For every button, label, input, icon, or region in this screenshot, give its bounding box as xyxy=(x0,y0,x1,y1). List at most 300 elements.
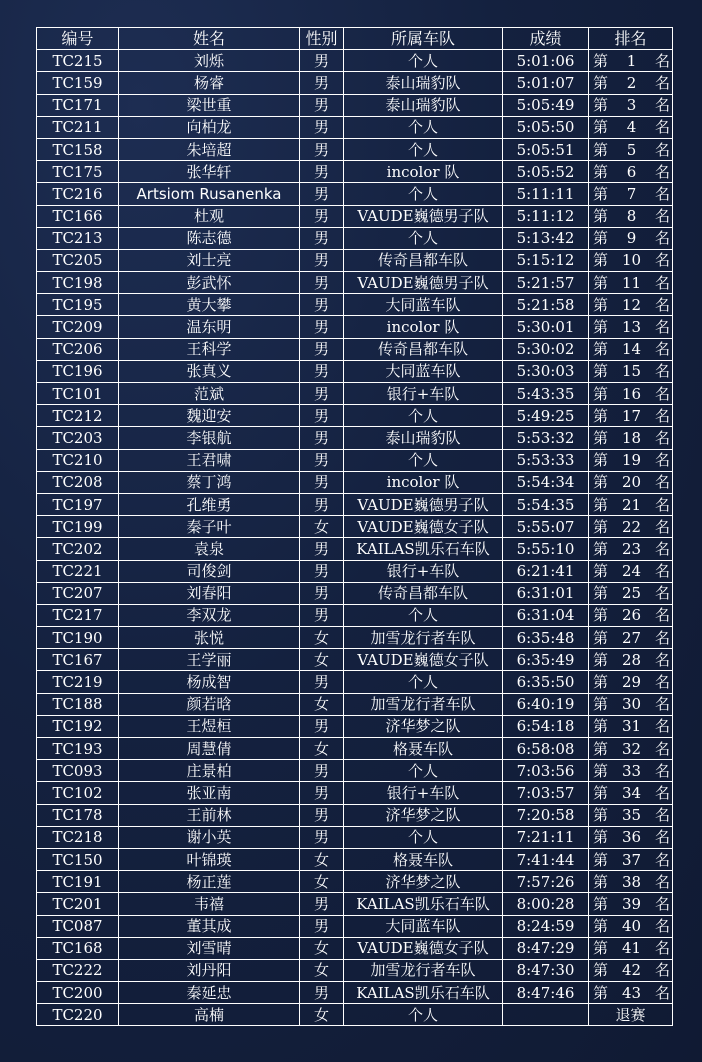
rank-suffix: 名 xyxy=(654,517,670,536)
table-row xyxy=(37,138,673,160)
row-gender-cell: 女 xyxy=(300,848,344,870)
rank-number: 7 xyxy=(626,184,637,203)
row-name-cell: 朱培超 xyxy=(119,138,300,160)
row-id-cell: TC219 xyxy=(37,671,119,693)
row-team-cell: 个人 xyxy=(344,1004,503,1026)
rank-number: 22 xyxy=(621,517,642,536)
table-row xyxy=(37,449,673,471)
row-id-cell: TC101 xyxy=(37,383,119,405)
table-row xyxy=(37,360,673,382)
row-rank-cell xyxy=(589,272,673,294)
row-time-cell: 6:58:08 xyxy=(503,738,589,760)
row-time-cell: 5:05:50 xyxy=(503,116,589,138)
table-row xyxy=(37,959,673,981)
row-rank-cell xyxy=(589,72,673,94)
row-id-cell: TC212 xyxy=(37,405,119,427)
row-rank-cell xyxy=(589,715,673,737)
row-team-cell: 大同蓝车队 xyxy=(344,915,503,937)
row-time-cell: 6:35:49 xyxy=(503,649,589,671)
row-rank-cell xyxy=(589,871,673,893)
rank-prefix: 第 xyxy=(593,806,609,825)
rank-number: 9 xyxy=(626,229,637,248)
row-id-cell: TC206 xyxy=(37,338,119,360)
header-gender: 性别 xyxy=(300,28,344,50)
rank-number: 26 xyxy=(621,606,642,625)
row-team-cell: incolor 队 xyxy=(344,471,503,493)
rank-prefix: 第 xyxy=(593,894,609,913)
rank-prefix: 第 xyxy=(593,539,609,558)
rank-prefix: 第 xyxy=(593,495,609,514)
rank-prefix: 第 xyxy=(593,140,609,159)
row-time-cell: 8:47:46 xyxy=(503,982,589,1004)
row-name-cell: 李双龙 xyxy=(119,604,300,626)
rank-number: 39 xyxy=(621,894,642,913)
rank-number: 13 xyxy=(621,318,642,337)
row-team-cell: 加雪龙行者车队 xyxy=(344,693,503,715)
row-id-cell: TC201 xyxy=(37,893,119,915)
row-rank-cell xyxy=(589,316,673,338)
table-row xyxy=(37,693,673,715)
row-gender-cell: 男 xyxy=(300,50,344,72)
row-name-cell: 范斌 xyxy=(119,383,300,405)
row-id-cell: TC208 xyxy=(37,471,119,493)
rank-number: 16 xyxy=(621,384,642,403)
row-time-cell: 5:30:02 xyxy=(503,338,589,360)
row-time-cell: 6:31:04 xyxy=(503,604,589,626)
row-time-cell: 6:54:18 xyxy=(503,715,589,737)
row-rank-cell xyxy=(589,227,673,249)
table-row xyxy=(37,161,673,183)
rank-number: 32 xyxy=(621,739,642,758)
row-rank-cell xyxy=(589,161,673,183)
row-rank-cell xyxy=(589,405,673,427)
rank-suffix: 名 xyxy=(654,162,670,181)
row-name-cell: 李银航 xyxy=(119,427,300,449)
rank-suffix: 名 xyxy=(654,783,670,802)
row-team-cell: 个人 xyxy=(344,116,503,138)
row-rank-cell xyxy=(589,627,673,649)
table-row xyxy=(37,94,673,116)
row-id-cell: TC211 xyxy=(37,116,119,138)
rank-suffix: 名 xyxy=(654,295,670,314)
rank-suffix: 名 xyxy=(654,584,670,603)
row-gender-cell: 男 xyxy=(300,94,344,116)
row-name-cell: 周慧倩 xyxy=(119,738,300,760)
row-time-cell: 7:41:44 xyxy=(503,848,589,870)
rank-suffix: 名 xyxy=(654,539,670,558)
rank-suffix: 名 xyxy=(654,917,670,936)
rank-prefix: 第 xyxy=(593,983,609,1002)
row-gender-cell: 男 xyxy=(300,893,344,915)
row-rank-cell xyxy=(589,94,673,116)
row-id-cell: TC190 xyxy=(37,627,119,649)
row-team-cell: 个人 xyxy=(344,183,503,205)
row-rank-cell xyxy=(589,427,673,449)
row-rank-cell xyxy=(589,760,673,782)
table-row xyxy=(37,205,673,227)
table-row xyxy=(37,715,673,737)
row-team-cell: VAUDE巍德女子队 xyxy=(344,937,503,959)
table-header-row xyxy=(37,28,673,50)
rank-prefix: 第 xyxy=(593,584,609,603)
rank-prefix: 第 xyxy=(593,739,609,758)
row-gender-cell: 男 xyxy=(300,72,344,94)
row-team-cell: 济华梦之队 xyxy=(344,804,503,826)
row-rank-cell xyxy=(589,582,673,604)
table-row xyxy=(37,227,673,249)
row-name-cell: 张华轩 xyxy=(119,161,300,183)
rank-suffix: 名 xyxy=(654,251,670,270)
rank-prefix: 第 xyxy=(593,207,609,226)
row-gender-cell: 男 xyxy=(300,760,344,782)
rank-number: 14 xyxy=(621,340,642,359)
rank-number: 1 xyxy=(626,51,637,70)
row-time-cell: 8:47:29 xyxy=(503,937,589,959)
row-team-cell: 个人 xyxy=(344,826,503,848)
row-name-cell: 魏迎安 xyxy=(119,405,300,427)
rank-number: 30 xyxy=(621,695,642,714)
row-time-cell: 5:05:49 xyxy=(503,94,589,116)
row-name-cell: 秦子叶 xyxy=(119,516,300,538)
row-time-cell: 6:31:01 xyxy=(503,582,589,604)
table-row xyxy=(37,493,673,515)
row-time-cell: 5:55:07 xyxy=(503,516,589,538)
row-name-cell: 黄大攀 xyxy=(119,294,300,316)
rank-number: 17 xyxy=(621,406,642,425)
row-team-cell: 济华梦之队 xyxy=(344,871,503,893)
table-row xyxy=(37,471,673,493)
rank-number: 43 xyxy=(621,983,642,1002)
row-id-cell: TC222 xyxy=(37,959,119,981)
row-name-cell: 蔡丁鸿 xyxy=(119,471,300,493)
row-gender-cell: 男 xyxy=(300,427,344,449)
rank-number: 35 xyxy=(621,806,642,825)
rank-prefix: 第 xyxy=(593,384,609,403)
row-name-cell: 韦禧 xyxy=(119,893,300,915)
row-id-cell: TC215 xyxy=(37,50,119,72)
rank-number: 10 xyxy=(621,251,642,270)
row-name-cell: 杨睿 xyxy=(119,72,300,94)
row-id-cell: TC197 xyxy=(37,493,119,515)
row-gender-cell: 男 xyxy=(300,915,344,937)
rank-suffix: 名 xyxy=(654,229,670,248)
row-id-cell: TC196 xyxy=(37,360,119,382)
rank-suffix: 名 xyxy=(654,872,670,891)
row-rank-cell xyxy=(589,205,673,227)
row-team-cell: KAILAS凯乐石车队 xyxy=(344,982,503,1004)
table-row xyxy=(37,627,673,649)
rank-prefix: 第 xyxy=(593,251,609,270)
rank-suffix: 名 xyxy=(654,673,670,692)
row-gender-cell: 男 xyxy=(300,138,344,160)
row-id-cell: TC213 xyxy=(37,227,119,249)
rank-suffix: 名 xyxy=(654,96,670,115)
rank-prefix: 第 xyxy=(593,318,609,337)
table-row xyxy=(37,183,673,205)
row-name-cell: 刘雪晴 xyxy=(119,937,300,959)
row-time-cell: 8:24:59 xyxy=(503,915,589,937)
rank-suffix: 名 xyxy=(654,850,670,869)
rank-prefix: 第 xyxy=(593,162,609,181)
row-gender-cell: 男 xyxy=(300,782,344,804)
rank-number: 20 xyxy=(621,473,642,492)
rank-number: 36 xyxy=(621,828,642,847)
rank-prefix: 第 xyxy=(593,96,609,115)
row-team-cell: 个人 xyxy=(344,671,503,693)
row-rank-cell xyxy=(589,138,673,160)
row-rank-cell xyxy=(589,338,673,360)
rank-number: 38 xyxy=(621,872,642,891)
row-team-cell: VAUDE巍德男子队 xyxy=(344,272,503,294)
rank-prefix: 第 xyxy=(593,118,609,137)
row-rank-cell xyxy=(589,116,673,138)
row-time-cell: 5:54:35 xyxy=(503,493,589,515)
rank-number: 42 xyxy=(621,961,642,980)
row-team-cell: 加雪龙行者车队 xyxy=(344,959,503,981)
row-name-cell: 张悦 xyxy=(119,627,300,649)
row-id-cell: TC178 xyxy=(37,804,119,826)
row-team-cell: 泰山瑞豹队 xyxy=(344,427,503,449)
row-name-cell: 司俊剑 xyxy=(119,560,300,582)
rank-suffix: 名 xyxy=(654,961,670,980)
table-row xyxy=(37,893,673,915)
row-time-cell: 6:35:48 xyxy=(503,627,589,649)
row-team-cell: 个人 xyxy=(344,227,503,249)
row-time-cell xyxy=(503,1004,589,1026)
table-row xyxy=(37,560,673,582)
row-time-cell: 6:40:19 xyxy=(503,693,589,715)
row-name-cell: 王君啸 xyxy=(119,449,300,471)
table-row xyxy=(37,782,673,804)
row-rank-cell xyxy=(589,50,673,72)
row-team-cell: 格聂车队 xyxy=(344,738,503,760)
rank-prefix: 第 xyxy=(593,428,609,447)
row-gender-cell: 女 xyxy=(300,738,344,760)
row-id-cell: TC166 xyxy=(37,205,119,227)
row-rank-cell xyxy=(589,249,673,271)
row-time-cell: 7:03:56 xyxy=(503,760,589,782)
rank-prefix: 第 xyxy=(593,184,609,203)
row-gender-cell: 男 xyxy=(300,205,344,227)
row-name-cell: 杨成智 xyxy=(119,671,300,693)
row-rank-cell xyxy=(589,538,673,560)
row-team-cell: 泰山瑞豹队 xyxy=(344,72,503,94)
header-id: 编号 xyxy=(37,28,119,50)
rank-number: 19 xyxy=(621,451,642,470)
rank-number: 2 xyxy=(626,73,637,92)
rank-number: 21 xyxy=(621,495,642,514)
row-id-cell: TC167 xyxy=(37,649,119,671)
row-time-cell: 5:30:01 xyxy=(503,316,589,338)
row-id-cell: TC210 xyxy=(37,449,119,471)
row-name-cell: 张亚南 xyxy=(119,782,300,804)
row-gender-cell: 男 xyxy=(300,715,344,737)
rank-suffix: 名 xyxy=(654,717,670,736)
rank-suffix: 名 xyxy=(654,495,670,514)
row-id-cell: TC216 xyxy=(37,183,119,205)
row-team-cell: 传奇昌都车队 xyxy=(344,338,503,360)
row-name-cell: 叶锦瑛 xyxy=(119,848,300,870)
row-rank-cell xyxy=(589,915,673,937)
rank-suffix: 名 xyxy=(654,650,670,669)
rank-number: 4 xyxy=(626,118,637,137)
rank-number: 40 xyxy=(621,917,642,936)
row-id-cell: TC150 xyxy=(37,848,119,870)
rank-suffix: 名 xyxy=(654,628,670,647)
row-id-cell: TC195 xyxy=(37,294,119,316)
table-row xyxy=(37,516,673,538)
row-team-cell: 大同蓝车队 xyxy=(344,360,503,382)
row-time-cell: 5:15:12 xyxy=(503,249,589,271)
row-time-cell: 8:47:30 xyxy=(503,959,589,981)
row-gender-cell: 男 xyxy=(300,560,344,582)
rank-suffix: 名 xyxy=(654,828,670,847)
row-time-cell: 5:21:58 xyxy=(503,294,589,316)
row-gender-cell: 男 xyxy=(300,671,344,693)
row-rank-cell xyxy=(589,959,673,981)
rank-number: 6 xyxy=(626,162,637,181)
row-time-cell: 7:21:11 xyxy=(503,826,589,848)
rank-prefix: 第 xyxy=(593,717,609,736)
row-id-cell: TC093 xyxy=(37,760,119,782)
row-team-cell: 济华梦之队 xyxy=(344,715,503,737)
row-rank-cell: 退赛 xyxy=(589,1004,673,1026)
row-gender-cell: 男 xyxy=(300,471,344,493)
row-rank-cell xyxy=(589,804,673,826)
table-row xyxy=(37,405,673,427)
table-row xyxy=(37,582,673,604)
row-id-cell: TC221 xyxy=(37,560,119,582)
rank-prefix: 第 xyxy=(593,628,609,647)
header-team: 所属车队 xyxy=(344,28,503,50)
row-name-cell: Artsiom Rusanenka xyxy=(119,183,300,205)
table-row xyxy=(37,826,673,848)
row-gender-cell: 男 xyxy=(300,604,344,626)
table-row xyxy=(37,383,673,405)
rank-prefix: 第 xyxy=(593,340,609,359)
rank-prefix: 第 xyxy=(593,917,609,936)
row-name-cell: 谢小英 xyxy=(119,826,300,848)
row-gender-cell: 男 xyxy=(300,316,344,338)
row-team-cell: 传奇昌都车队 xyxy=(344,582,503,604)
row-gender-cell: 男 xyxy=(300,161,344,183)
row-team-cell: KAILAS凯乐石车队 xyxy=(344,538,503,560)
row-rank-cell xyxy=(589,183,673,205)
rank-number: 25 xyxy=(621,584,642,603)
table-row xyxy=(37,538,673,560)
rank-suffix: 名 xyxy=(654,340,670,359)
rank-number: 24 xyxy=(621,562,642,581)
rank-prefix: 第 xyxy=(593,362,609,381)
rank-number: 28 xyxy=(621,650,642,669)
row-id-cell: TC200 xyxy=(37,982,119,1004)
rank-suffix: 名 xyxy=(654,184,670,203)
rank-suffix: 名 xyxy=(654,318,670,337)
row-name-cell: 彭武怀 xyxy=(119,272,300,294)
row-team-cell: 个人 xyxy=(344,604,503,626)
row-team-cell: 个人 xyxy=(344,405,503,427)
rank-number: 37 xyxy=(621,850,642,869)
rank-number: 5 xyxy=(626,140,637,159)
rank-suffix: 名 xyxy=(654,606,670,625)
row-team-cell: VAUDE巍德男子队 xyxy=(344,493,503,515)
row-name-cell: 董其成 xyxy=(119,915,300,937)
rank-prefix: 第 xyxy=(593,650,609,669)
row-gender-cell: 男 xyxy=(300,360,344,382)
rank-prefix: 第 xyxy=(593,562,609,581)
rank-prefix: 第 xyxy=(593,473,609,492)
rank-prefix: 第 xyxy=(593,451,609,470)
row-id-cell: TC192 xyxy=(37,715,119,737)
table-row xyxy=(37,294,673,316)
row-name-cell: 王学丽 xyxy=(119,649,300,671)
table-body xyxy=(37,50,673,1026)
row-rank-cell xyxy=(589,893,673,915)
row-name-cell: 庄景柏 xyxy=(119,760,300,782)
row-gender-cell: 女 xyxy=(300,627,344,649)
table-row xyxy=(37,804,673,826)
row-time-cell: 8:00:28 xyxy=(503,893,589,915)
row-gender-cell: 男 xyxy=(300,449,344,471)
rank-number: 27 xyxy=(621,628,642,647)
table-row xyxy=(37,427,673,449)
row-rank-cell xyxy=(589,826,673,848)
row-rank-cell xyxy=(589,738,673,760)
row-time-cell: 5:11:11 xyxy=(503,183,589,205)
rank-suffix: 名 xyxy=(654,739,670,758)
rank-suffix: 名 xyxy=(654,73,670,92)
row-team-cell: 个人 xyxy=(344,449,503,471)
row-rank-cell xyxy=(589,471,673,493)
rank-prefix: 第 xyxy=(593,783,609,802)
row-id-cell: TC207 xyxy=(37,582,119,604)
table-row xyxy=(37,1004,673,1026)
row-time-cell: 7:57:26 xyxy=(503,871,589,893)
row-name-cell: 陈志德 xyxy=(119,227,300,249)
rank-suffix: 名 xyxy=(654,362,670,381)
table-row xyxy=(37,649,673,671)
rank-number: 8 xyxy=(626,207,637,226)
row-gender-cell: 女 xyxy=(300,516,344,538)
rank-prefix: 第 xyxy=(593,961,609,980)
row-gender-cell: 女 xyxy=(300,693,344,715)
row-id-cell: TC188 xyxy=(37,693,119,715)
rank-prefix: 第 xyxy=(593,229,609,248)
row-name-cell: 杨正莲 xyxy=(119,871,300,893)
row-gender-cell: 男 xyxy=(300,116,344,138)
row-time-cell: 5:01:06 xyxy=(503,50,589,72)
row-id-cell: TC203 xyxy=(37,427,119,449)
row-rank-cell xyxy=(589,848,673,870)
row-time-cell: 5:55:10 xyxy=(503,538,589,560)
row-id-cell: TC198 xyxy=(37,272,119,294)
table-row xyxy=(37,272,673,294)
row-team-cell: 格聂车队 xyxy=(344,848,503,870)
rank-number: 12 xyxy=(621,295,642,314)
table-row xyxy=(37,50,673,72)
rank-number: 29 xyxy=(621,673,642,692)
row-id-cell: TC158 xyxy=(37,138,119,160)
table-row xyxy=(37,249,673,271)
row-gender-cell: 男 xyxy=(300,582,344,604)
rank-number: 3 xyxy=(626,96,637,115)
rank-prefix: 第 xyxy=(593,406,609,425)
row-gender-cell: 女 xyxy=(300,649,344,671)
row-time-cell: 5:11:12 xyxy=(503,205,589,227)
row-team-cell: VAUDE巍德女子队 xyxy=(344,516,503,538)
rank-prefix: 第 xyxy=(593,673,609,692)
rank-prefix: 第 xyxy=(593,73,609,92)
